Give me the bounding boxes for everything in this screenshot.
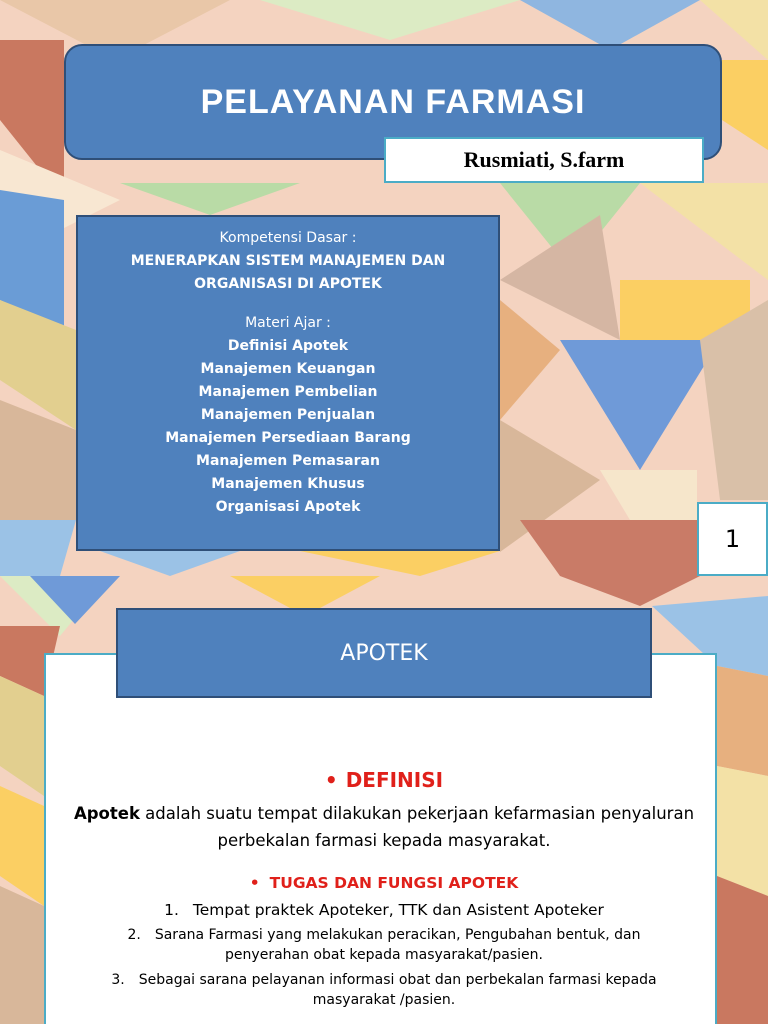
bullet-icon: • [249,874,260,892]
materi-item: Manajemen Khusus [211,476,365,492]
slide-2 [0,576,768,1024]
list-number: 3. [111,972,125,988]
kompetensi-label: Kompetensi Dasar : [219,230,357,246]
list-item [60,899,708,921]
list-number: 1. [164,901,179,919]
list-text: Sebagai sarana pelayanan informasi obat dan perbekalan farmasi kepada [138,972,657,988]
materi-item: Manajemen Pembelian [198,384,378,400]
list-text: Tempat praktek Apoteker, TTK dan Asistent Apoteker [192,901,604,919]
materi-item: Manajemen Pemasaran [196,453,380,469]
definisi-text [50,800,718,854]
tugas-heading [0,874,768,892]
bullet-icon: • [324,768,338,792]
list-text: penyerahan obat kepada masyarakat/pasien. [225,947,543,963]
materi-item: Definisi Apotek [227,338,349,354]
kompetensi-line: ORGANISASI DI APOTEK [194,276,382,292]
presentation-title: PELAYANAN FARMASI [64,44,722,160]
list-item [60,970,708,1010]
materi-label: Materi Ajar : [245,315,331,331]
kompetensi-line: MENERAPKAN SISTEM MANAJEMEN DAN [130,253,446,269]
materi-item: Manajemen Persediaan Barang [165,430,411,446]
materi-item: Manajemen Penjualan [200,407,376,423]
slide-number: 1 [697,502,768,576]
kompetensi-box [76,215,500,551]
definisi-heading-text: DEFINISI [345,768,444,792]
definisi-line: adalah suatu tempat dilakukan pekerjaan kefarmasian penyaluran [145,804,695,823]
list-text: Sarana Farmasi yang melakukan peracikan, Pengubahan bentuk, dan [154,927,641,943]
section-header: APOTEK [116,608,652,698]
materi-item: Manajemen Keuangan [200,361,376,377]
definisi-line: perbekalan farmasi kepada masyarakat. [217,831,551,850]
materi-item: Organisasi Apotek [215,499,361,515]
definisi-heading [0,768,768,792]
list-item [60,925,708,965]
tugas-heading-text: TUGAS DAN FUNGSI APOTEK [269,874,519,892]
author-name: Rusmiati, S.farm [384,137,704,183]
list-text: masyarakat /pasien. [312,992,456,1008]
definisi-term: Apotek [73,804,140,823]
list-number: 2. [127,927,141,943]
